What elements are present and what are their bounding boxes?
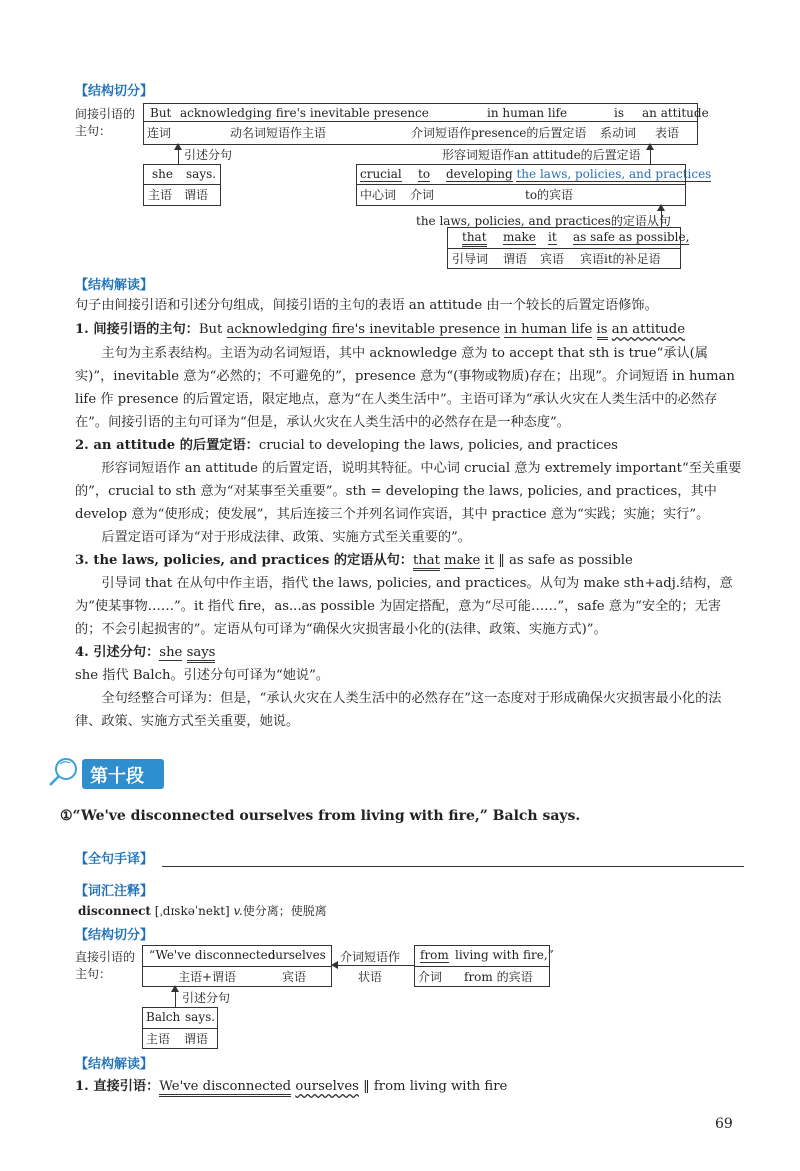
section-4-body: she 指代 Balch。引述分句可译为“她说”。 — [75, 668, 330, 683]
crucial-word: crucial — [360, 167, 402, 181]
role-ourselves: 宾语 — [282, 970, 307, 984]
seg-says-2: says. — [185, 1010, 216, 1024]
role-balch: 主语 — [146, 1032, 171, 1046]
page-number: 69 — [715, 1116, 733, 1132]
s4-she: she — [159, 645, 183, 660]
label-main-clause-2: 直接引语的主句： — [75, 950, 136, 981]
it-word: it — [548, 230, 557, 244]
seg-from — [420, 948, 449, 962]
developing-word: developing — [446, 167, 513, 181]
s3-rest: ‖ as safe as possible — [498, 553, 633, 568]
laws-phrase: the laws, policies, and practices — [516, 167, 712, 181]
s1-ack: acknowledging fire's inevitable presence — [226, 322, 501, 337]
seg-developing — [446, 167, 711, 181]
role-make: 谓语 — [503, 252, 528, 266]
tag-translation: 【全句手译】 — [75, 852, 154, 867]
magnifier-icon — [46, 755, 82, 791]
role-that: 引导词 — [452, 252, 489, 266]
seg-says: says. — [186, 167, 217, 181]
s2-head: 2. an attitude 的后置定语： — [75, 438, 259, 453]
b1-rest: ‖ from living with fire — [363, 1079, 508, 1094]
s1-attitude: an attitude — [611, 322, 686, 337]
translation-blank-line[interactable] — [162, 866, 744, 867]
row-divider — [142, 966, 331, 967]
tag-structure-2: 【结构切分】 — [75, 928, 154, 943]
summary-paragraph: 全句经整合可译为：但是，“承认火灾在人类生活中的必然存在”这一态度对于形成确保火灾损害最小化的法律、政策、实施方式至关重要，她说。 — [75, 691, 722, 729]
role-it: 宾语 — [540, 252, 565, 266]
tag-analysis: 【结构解读】 — [75, 278, 154, 293]
row-divider — [142, 1028, 217, 1029]
section-3-heading — [75, 549, 745, 572]
role-crucial: 中心词 — [360, 188, 397, 202]
role-is: 系动词 — [600, 126, 637, 140]
role-safe: 宾语it的补足语 — [580, 252, 661, 266]
seg-attitude: an attitude — [642, 106, 709, 120]
vocab-meaning: 使分离；使脱离 — [242, 904, 327, 918]
vocab-word: disconnect — [78, 904, 151, 918]
seg-it — [548, 230, 557, 244]
b1-we: We've disconnected — [159, 1079, 291, 1097]
bottom-section-1 — [75, 1075, 745, 1098]
s3-head: 3. the laws, policies, and practices 的定语从句： — [75, 553, 413, 568]
pp-label: 介词短语作 — [340, 950, 401, 964]
connector-line — [337, 965, 414, 966]
seg-in-life: in human life — [487, 106, 568, 120]
seg-crucial — [360, 167, 402, 181]
s1-but: But — [198, 322, 227, 337]
row-divider — [356, 184, 685, 185]
section-2-body-1: 形容词短语作 an attitude 的后置定语，说明其特征。中心词 crucial 意为 extremely important“至关重要的”，crucial to sth 意为“对某事至关重要”。sth = developing the laws, policies, and practices，其中 develop 意为“使形成；使发展”，其后连接三个并列名词作宾语，其中 practice 意为“实践；实施；实行”。 — [75, 461, 742, 522]
s3-it: it — [484, 553, 495, 568]
role-but: 连词 — [147, 126, 172, 140]
reporting-label: 引述分句 — [184, 148, 233, 162]
seg-balch: Balch — [146, 1010, 181, 1024]
connector-line — [178, 148, 179, 164]
label-main-clause: 间接引语的主句： — [75, 107, 136, 138]
row-divider — [143, 184, 220, 185]
vocab-pos: v. — [233, 904, 243, 918]
connector-line — [175, 990, 176, 1007]
s1-head: 1. 间接引语的主句： — [75, 322, 199, 337]
role-we: 主语+谓语 — [178, 970, 237, 984]
section-4-heading — [75, 641, 745, 664]
connector-line — [650, 148, 651, 164]
reporting-label-2: 引述分句 — [182, 991, 231, 1005]
pp-label-2: 状语 — [358, 970, 383, 984]
seg-we: “We've disconnected — [149, 948, 276, 962]
tag-structure: 【结构切分】 — [75, 84, 154, 99]
make-word: make — [503, 230, 536, 244]
s3-make: make — [444, 553, 481, 568]
to-word: to — [418, 167, 431, 181]
b1-ourselves: ourselves — [295, 1079, 359, 1094]
role-to: 介词 — [410, 188, 435, 202]
seg-ack: acknowledging fire's inevitable presence — [180, 106, 429, 120]
seg-safe — [573, 230, 689, 244]
role-attitude: 表语 — [655, 126, 680, 140]
s4-says: says — [187, 645, 216, 663]
vocab-entry — [78, 902, 327, 919]
from-word: from — [420, 948, 449, 962]
tag-vocab: 【词汇注释】 — [75, 884, 154, 899]
seg-living: living with fire,” — [455, 948, 554, 962]
section-1-heading — [75, 318, 745, 341]
role-object: to的宾语 — [525, 188, 574, 202]
row-divider — [414, 966, 549, 967]
role-in-life: 介词短语作presence的后置定语 — [411, 126, 587, 140]
role-says-2: 谓语 — [184, 1032, 209, 1046]
safe-phrase: as safe as possible, — [573, 230, 690, 244]
intro-paragraph: 句子由间接引语和引述分句组成，间接引语的主句的表语 an attitude 由一个较长的后置定语修饰。 — [75, 298, 658, 313]
section-2-body-2: 后置定语可译为“对于形成法律、政策、实施方式至关重要的”。 — [101, 530, 471, 545]
section-2-heading — [75, 434, 745, 457]
rel-clause-label: the laws, policies, and practices的定语从句 — [416, 214, 671, 228]
section-3-body: 引导词 that 在从句中作主语，指代 the laws, policies, and practices。从句为 make sth+adj.结构，意为“使某事物……”。it 指代 fire，as...as possible 为固定搭配，意为“尽可能……”，safe 意为“安全的；无害的；不会引起损害的”。定语从句可译为“确保火灾损害最小化的(法律、政策、实施方式)”。 — [75, 576, 733, 637]
tag-analysis-2: 【结构解读】 — [75, 1057, 154, 1072]
s1-is: is — [597, 322, 608, 340]
seg-is: is — [614, 106, 624, 120]
vocab-phonetic: [ˌdɪskəˈnekt] — [154, 904, 230, 918]
seg-to — [418, 167, 430, 181]
row-divider — [143, 121, 697, 122]
seg-make — [503, 230, 536, 244]
s1-in-life: in human life — [504, 322, 593, 337]
s3-that: that — [413, 553, 440, 571]
role-living: from 的宾语 — [464, 970, 533, 984]
role-she: 主语 — [148, 188, 173, 202]
row-divider — [447, 248, 680, 249]
role-ack: 动名词短语作主语 — [230, 126, 327, 140]
seg-but: But — [150, 106, 172, 120]
b1-head: 1. 直接引语： — [75, 1079, 160, 1094]
section-1-body: 主句为主系表结构。主语为动名词短语，其中 acknowledge 意为 to accept that sth is true“承认(属实)”，inevitable 意为“必然的；不可避免的”，presence 意为“(事物或物质)存在；出现”。介词短语 in human life 作 presence 的后置定语，限定地点，意为“在人类生活中”。主语可译为“承认火灾在人类生活中的必然存在”。间接引语的主句可译为“但是，承认火灾在人类生活中的必然存在是一种态度”。 — [75, 346, 735, 430]
modifier-label: 形容词短语作an attitude的后置定语 — [442, 148, 641, 162]
sentence-1: ①“We've disconnected ourselves from living with fire,” Balch says. — [60, 808, 581, 824]
role-from: 介词 — [418, 970, 443, 984]
that-word: that — [462, 230, 487, 247]
s4-head: 4. 引述分句： — [75, 645, 160, 660]
seg-she: she — [152, 167, 173, 181]
seg-ourselves: ourselves — [268, 948, 326, 962]
s2-tail: crucial to developing the laws, policies, and practices — [258, 438, 618, 453]
section-title: 第十段 — [90, 766, 144, 787]
seg-that — [462, 230, 487, 244]
role-says: 谓语 — [184, 188, 209, 202]
